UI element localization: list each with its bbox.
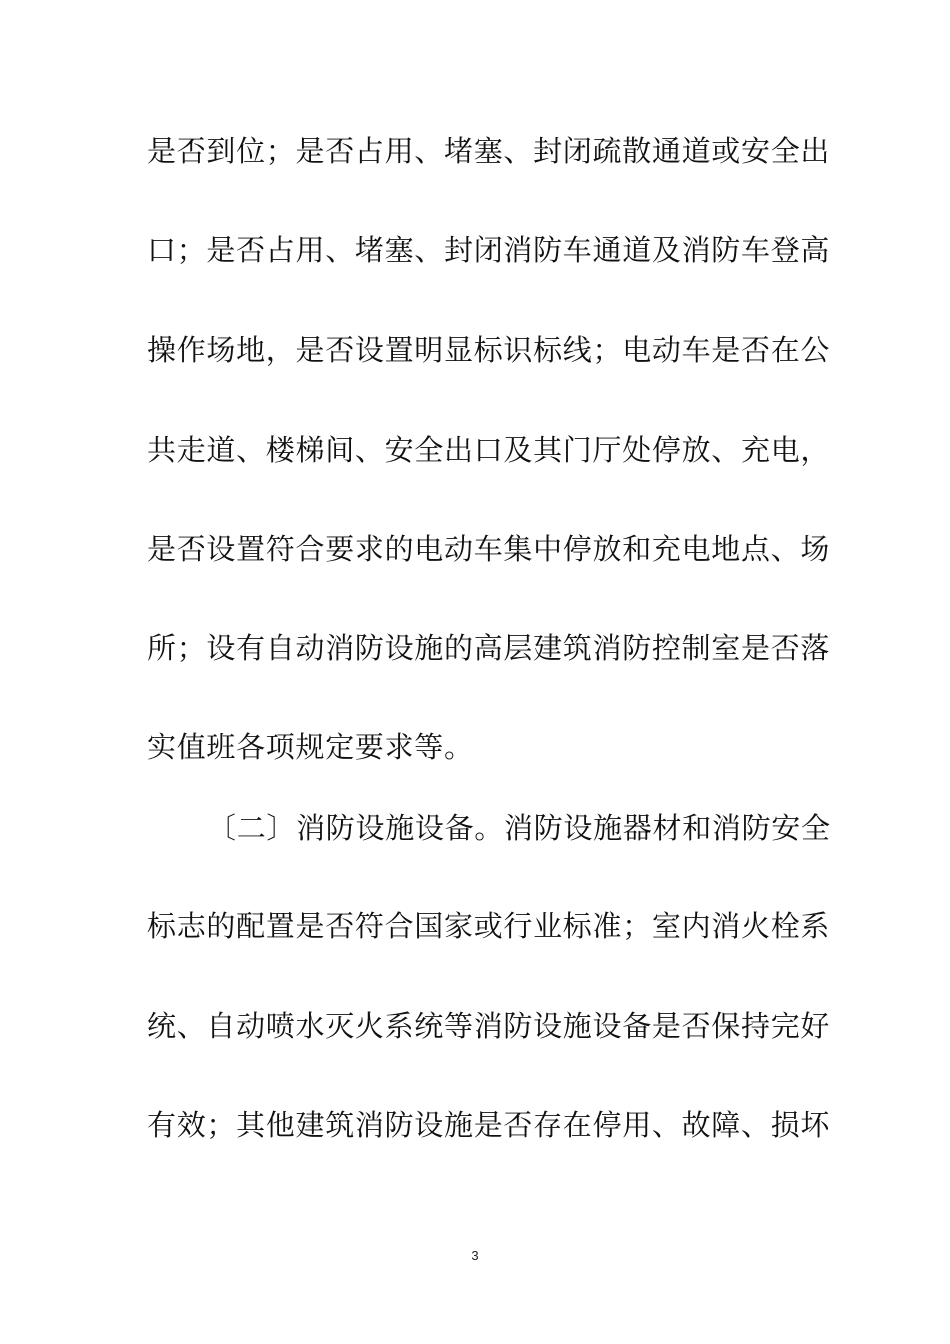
- paragraph-heading-line: 〔二〕消防设施设备。消防设施器材和消防安全: [207, 811, 831, 845]
- page-number: 3: [471, 1248, 479, 1263]
- text-line: 标志的配置是否符合国家或行业标准；室内消火栓系: [147, 909, 831, 943]
- text-line: 统、自动喷水灭火系统等消防设施设备是否保持完好: [147, 1009, 831, 1043]
- text-line: 实值班各项规定要求等。: [147, 730, 474, 764]
- text-line: 操作场地，是否设置明显标识标线；电动车是否在公: [147, 333, 831, 367]
- text-line: 有效；其他建筑消防设施是否存在停用、故障、损坏: [147, 1108, 831, 1142]
- text-line: 是否到位；是否占用、堵塞、封闭疏散通道或安全出: [147, 134, 831, 168]
- text-line: 共走道、楼梯间、安全出口及其门厅处停放、充电，: [147, 433, 831, 467]
- text-line: 口；是否占用、堵塞、封闭消防车通道及消防车登高: [147, 233, 831, 267]
- text-line: 所；设有自动消防设施的高层建筑消防控制室是否落: [147, 631, 831, 665]
- text-line: 是否设置符合要求的电动车集中停放和充电地点、场: [147, 532, 831, 566]
